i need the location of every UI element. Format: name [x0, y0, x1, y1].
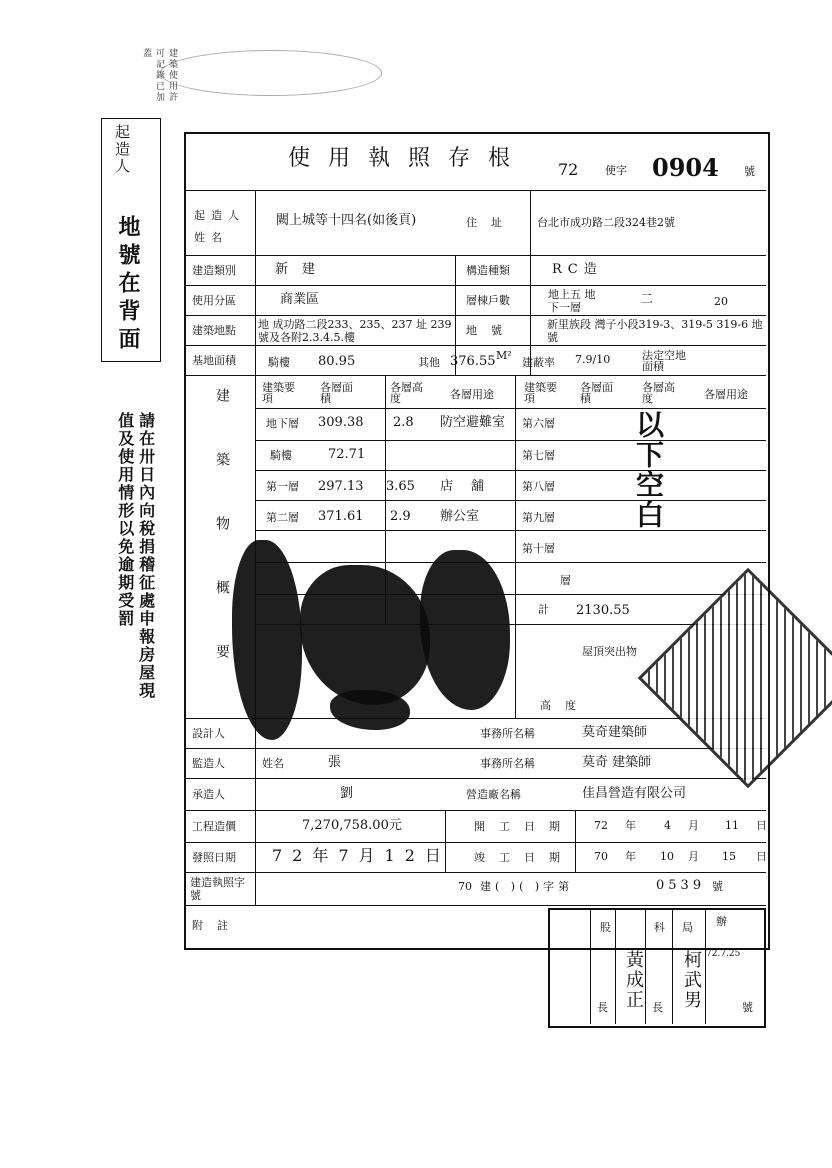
cost-label: 工程造價: [192, 820, 236, 833]
buildings-value: 二: [640, 292, 654, 307]
approval-sig2: 柯武男: [681, 950, 702, 1010]
approval-h3: 局: [682, 921, 693, 934]
struct-label: 構造種類: [466, 264, 510, 277]
bldg-header-3: 各層高度: [390, 381, 423, 405]
notes-label: 附註: [192, 919, 242, 932]
floor-left-use: 防空避難室: [440, 415, 506, 430]
bldg-header-4: 各層用途: [450, 388, 494, 401]
arcade-value: 80.95: [318, 354, 356, 369]
total-label: 計: [538, 603, 549, 616]
contractor-label: 承造人: [192, 788, 225, 801]
units-value: 20: [714, 295, 728, 308]
floor-right-name: 第八層: [522, 480, 555, 493]
approval-h4: 辦: [716, 915, 727, 928]
start-label: 開工日期: [474, 820, 574, 833]
build-type-value: 新建: [275, 262, 330, 277]
finish-yl: 年: [625, 850, 636, 863]
designer-label: 設計人: [192, 727, 225, 740]
legal-label: 法定空地面積: [642, 349, 686, 373]
issue-value: 72年7月12日: [272, 846, 451, 865]
zone-label: 使用分區: [192, 294, 236, 307]
start-ml: 月: [688, 819, 699, 832]
approval-r1: 長: [597, 1001, 608, 1014]
supervisor-firm-label: 事務所名稱: [480, 757, 535, 770]
site-label: 基地面積: [192, 354, 236, 367]
left-note-label: 起造人: [113, 124, 131, 175]
permit-suffix: 號: [712, 880, 723, 893]
floor-left-height: 2.8: [393, 415, 414, 430]
supervisor-name-value: 張: [328, 755, 342, 770]
approval-r3: 號: [742, 1001, 753, 1014]
permit-label: 建造執照字號: [190, 876, 245, 903]
floor-left-area: 371.61: [318, 509, 364, 524]
floor-left-area: 297.13: [318, 479, 364, 494]
applicant-label: 起造人 姓名: [194, 209, 245, 244]
coverage-label: 建蔽率: [522, 356, 555, 369]
applicant-addr-value: 台北市成功路二段324巷2號: [537, 216, 675, 229]
approval-r2: 長: [652, 1001, 663, 1014]
finish-ml: 月: [688, 850, 699, 863]
lot-label: 地號: [466, 324, 516, 337]
coverage-value: 7.9/10: [575, 353, 611, 366]
handwritten-blank-note: 以下空白: [632, 410, 665, 530]
start-m: 4: [664, 819, 671, 832]
start-y: 72: [594, 819, 608, 832]
total-value: 2130.55: [576, 603, 630, 618]
arcade-label: 騎樓: [268, 356, 290, 369]
start-d: 11: [725, 819, 739, 832]
contractor-firm-value: 佳昌營造有限公司: [582, 786, 687, 801]
cost-value: 7,270,758.00元: [302, 818, 402, 833]
finish-dl: 日: [756, 850, 767, 863]
finish-d: 15: [722, 850, 736, 863]
floor-left-area: 72.71: [328, 447, 366, 462]
floor-left-area: 309.38: [318, 415, 364, 430]
struct-value: RC造: [552, 262, 603, 277]
site-unit: M²: [496, 349, 512, 362]
designer-firm-value: 莫奇建築師: [582, 725, 648, 740]
side-notice: 請在卅日內向稅捐稽征處申報房屋現值及使用情形以免逾期受罰: [115, 412, 156, 700]
applicant-addr-label: 住址: [466, 216, 516, 229]
floor-right-name: 第七層: [522, 449, 555, 462]
floor-right-name: 層: [560, 574, 571, 587]
top-stamp: 建築使用許可記錄已加蓋: [141, 48, 177, 103]
permit-text: 建( )( )字第: [480, 880, 574, 893]
build-type-label: 建造類別: [192, 264, 236, 277]
height-label: 高度: [540, 699, 590, 712]
floor-left-use: 店舖: [440, 479, 503, 494]
supervisor-label: 監造人: [192, 757, 225, 770]
permit-number: 0539: [656, 878, 706, 893]
issue-label: 發照日期: [192, 851, 236, 864]
approval-sig1: 黃成正: [623, 950, 644, 1010]
floor-left-name: 第二層: [266, 511, 299, 524]
bldg-side-label: 建築物概要: [214, 388, 230, 708]
form-title: 使用執照存根: [288, 146, 529, 171]
start-yl: 年: [625, 819, 636, 832]
bldg-header-8: 各層用途: [704, 388, 748, 401]
other-value: 376.55: [450, 354, 496, 369]
lot-value: 新里族段 灣子小段319-3、319-5 319-6 地號: [547, 318, 763, 345]
supervisor-firm-value: 莫奇 建築師: [582, 755, 652, 770]
finish-label: 竣工日期: [474, 851, 574, 864]
contractor-name-value: 劉: [340, 786, 354, 801]
approval-h1: 股: [600, 921, 611, 934]
other-label: 其他: [418, 356, 440, 369]
floor-right-name: 第十層: [522, 542, 555, 555]
floor-left-name: 地下層: [266, 417, 299, 430]
location-label: 建築地點: [192, 324, 236, 337]
applicant-value: 闕上城等十四名(如後頁): [276, 213, 417, 228]
left-note-value: 地號在背面: [115, 215, 141, 355]
location-value: 地 成功路二段233、235、237 址 239號及各附2.3.4.5.樓: [258, 318, 452, 345]
floor-right-name: 第九層: [522, 511, 555, 524]
floors-label: 層棟戶數: [466, 294, 510, 307]
bldg-header-7: 各層高度: [642, 381, 675, 405]
bldg-header-1: 建築要項: [262, 381, 295, 405]
floor-left-height: 3.65: [386, 479, 415, 494]
floor-left-name: 第一層: [266, 480, 299, 493]
approval-date: 72.7.25: [706, 949, 741, 959]
zone-value: 商業區: [280, 292, 320, 307]
finish-m: 10: [660, 850, 674, 863]
floors-value: 地上五 地下一層: [548, 288, 596, 315]
top-stamp-oval: [160, 50, 382, 96]
approval-h2: 科: [654, 921, 665, 934]
contractor-firm-label: 營造廠名稱: [466, 788, 521, 801]
form-suffix: 號: [744, 165, 755, 178]
floor-left-name: 騎樓: [270, 449, 292, 462]
form-number: 0904: [652, 153, 719, 182]
bldg-header-6: 各層面積: [580, 381, 613, 405]
bldg-header-2: 各層面積: [320, 381, 353, 405]
permit-year: 70: [458, 880, 472, 893]
form-year: 72: [558, 160, 579, 179]
supervisor-name-label: 姓名: [262, 757, 284, 770]
designer-firm-label: 事務所名稱: [480, 727, 535, 740]
floor-left-height: 2.9: [390, 509, 411, 524]
bldg-header-5: 建築要項: [524, 381, 557, 405]
start-dl: 日: [756, 819, 767, 832]
form-prefix: 使字: [605, 164, 627, 177]
floor-right-name: 第六層: [522, 417, 555, 430]
floor-left-use: 辦公室: [440, 509, 480, 524]
finish-y: 70: [594, 850, 608, 863]
roof-label: 屋頂突出物: [582, 645, 637, 658]
